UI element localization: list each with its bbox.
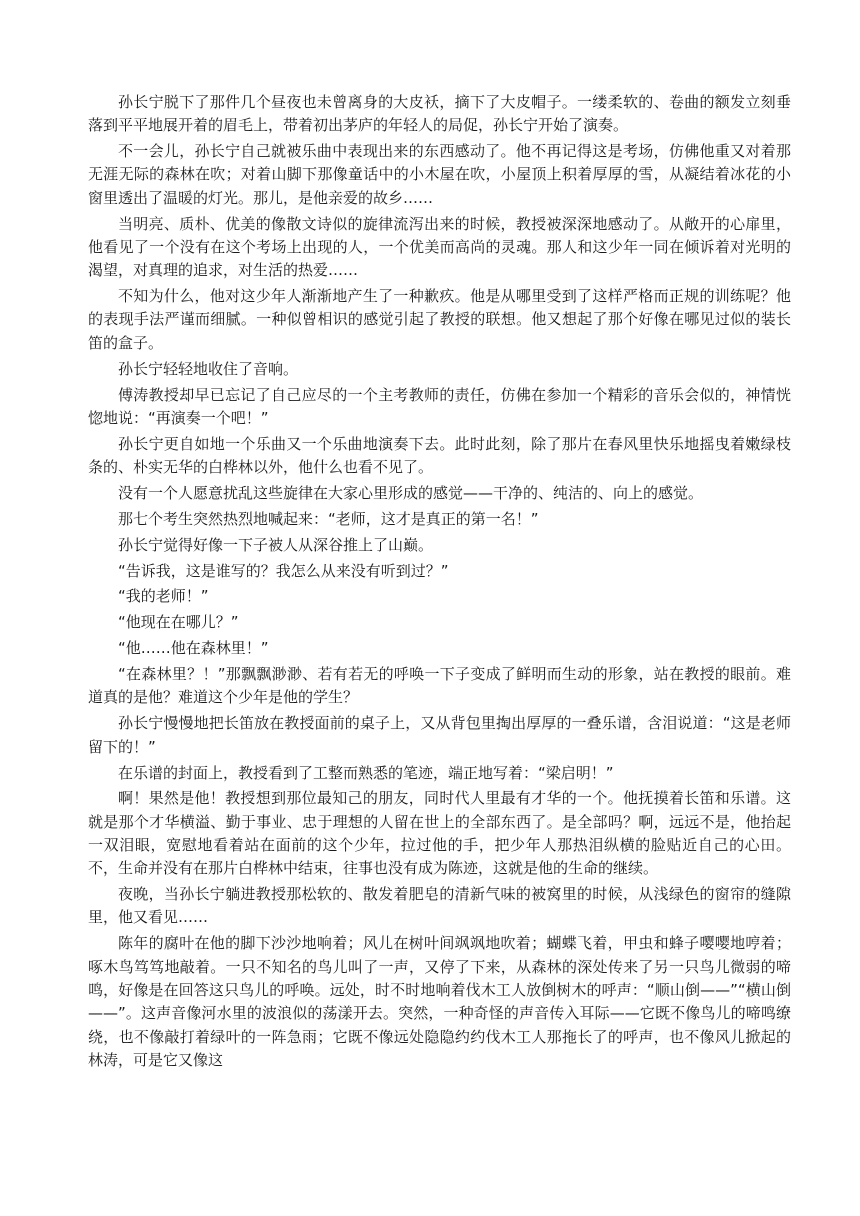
paragraph: 孙长宁更自如地一个乐曲又一个乐曲地演奏下去。此时此刻，除了那片在春风里快乐地摇曳着嫩绿枝条的、朴实无华的白桦林以外，他什么也看不见了。 — [88, 434, 791, 477]
paragraph: 在乐谱的封面上，教授看到了工整而熟悉的笔迹，端正地写着：“梁启明！” — [118, 763, 614, 782]
paragraph: 夜晚，当孙长宁躺进教授那松软的、散发着肥皂的清新气味的被窝里的时候，从浅绿色的窗帘的缝隙里，他又看见…… — [88, 885, 791, 927]
paragraph: 不一会儿，孙长宁自己就被乐曲中表现出来的东西感动了。他不再记得这是考场，仿佛他重又对着那无涯无际的森林在吹；对着山脚下那像童话中的小木屋在吹，小屋顶上积着厚厚的雪，从凝结着冰花的小窗里透出了温暖的灯光。那儿，是他亲爱的故乡…… — [88, 142, 791, 207]
paragraph: 孙长宁轻轻地收住了音响。 — [118, 359, 299, 378]
paragraph: 傅涛教授却早已忘记了自己应尽的一个主考教师的责任，仿佛在参加一个精彩的音乐会似的，神情恍惚地说：“再演奏一个吧！” — [88, 385, 791, 427]
paragraph: 孙长宁觉得好像一下子被人从深谷推上了山巅。 — [118, 535, 434, 554]
paragraph: 啊！果然是他！教授想到那位最知己的朋友，同时代人里最有才华的一个。他抚摸着长笛和乐谱。这就是那个才华横溢、勤于事业、忠于理想的人留在世上的全部东西了。是全部吗？啊，远远不是，他抬起一双泪眼，宽慰地看着站在面前的这个少年，拉过他的手，把少年人那热泪纵横的脸贴近自己的心田。不，生命并没有在那片白桦林中结束，往事也没有成为陈迹，这就是他的生命的继续。 — [88, 789, 791, 878]
paragraph: 当明亮、质朴、优美的像散文诗似的旋律流泻出来的时候，教授被深深地感动了。从敞开的心扉里，他看见了一个没有在这个考场上出现的人，一个优美而高尚的灵魂。那人和这少年一同在倾诉着对光明的渴望，对真理的追求，对生活的热爱…… — [88, 214, 791, 280]
dialogue-line: “他……他在森林里！” — [118, 639, 269, 658]
dialogue-line: “他现在在哪儿？” — [118, 613, 239, 632]
paragraph: “在森林里？！”那飘飘渺渺、若有若无的呼唤一下子变成了鲜明而生动的形象，站在教授的眼前。难道真的是他？难道这个少年是他的学生？ — [88, 665, 791, 707]
paragraph: 不知为什么，他对这少年人渐渐地产生了一种歉疚。他是从哪里受到了这样严格而正规的训练呢？他的表现手法严谨而细腻。一种似曾相识的感觉引起了教授的联想。他又想起了那个好像在哪见过似的装长笛的盒子。 — [88, 287, 791, 352]
dialogue-line: “我的老师！” — [118, 587, 209, 606]
paragraph: 没有一个人愿意扰乱这些旋律在大家心里形成的感觉——干净的、纯洁的、向上的感觉。 — [118, 483, 704, 502]
document-body — [88, 91, 791, 1075]
paragraph: 孙长宁脱下了那件几个昼夜也未曾离身的大皮袄，摘下了大皮帽子。一缕柔软的、卷曲的额发立刻垂落到平平地展开着的眉毛上，带着初出茅庐的年轻人的局促，孙长宁开始了演奏。 — [88, 93, 791, 135]
paragraph: 那七个考生突然热烈地喊起来：“老师，这才是真正的第一名！” — [118, 509, 539, 528]
paragraph: 陈年的腐叶在他的脚下沙沙地响着；风儿在树叶间飒飒地吹着；蝴蝶飞着，甲虫和蜂子嘤嘤地哼着；啄木鸟笃笃地敲着。一只不知名的鸟儿叫了一声，又停了下来，从森林的深处传来了另一只鸟儿微弱的啼鸣，好像是在回答这只鸟儿的呼唤。远处，时不时地响着伐木工人放倒树木的呼声：“顺山倒——”“横山倒——”。这声音像河水里的波浪似的荡漾开去。突然，一种奇怪的声音传入耳际——它既不像鸟儿的啼鸣缭绕，也不像敲打着绿叶的一阵急雨；它既不像远处隐隐约约伐木工人那拖长了的呼声，也不像风儿掀起的林涛，可是它又像这 — [88, 934, 791, 1069]
dialogue-line: “告诉我，这是谁写的？我怎么从来没有听到过？” — [118, 561, 449, 580]
paragraph: 孙长宁慢慢地把长笛放在教授面前的桌子上，又从背包里掏出厚厚的一叠乐谱，含泪说道：“这是老师留下的！” — [88, 714, 791, 756]
